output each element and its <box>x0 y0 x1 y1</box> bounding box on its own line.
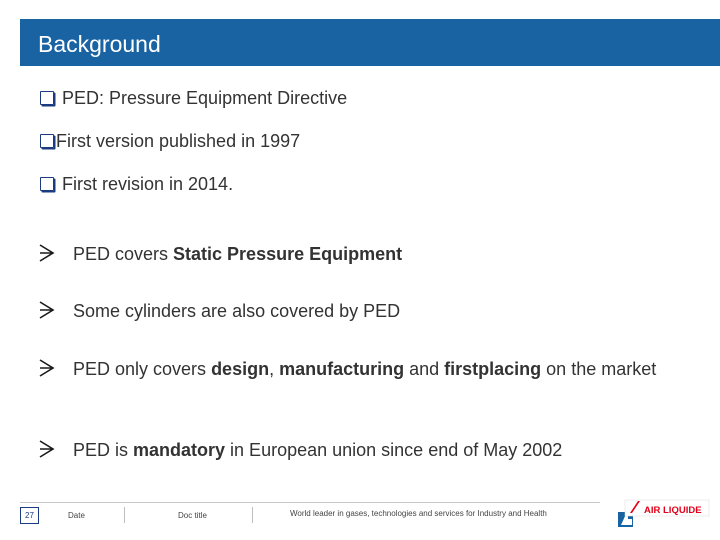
arrow-item <box>38 242 678 266</box>
page-number: 27 <box>20 507 39 524</box>
footer-separator <box>124 507 125 523</box>
footer-doc-title-label: Doc title <box>178 511 207 520</box>
footer-tagline: World leader in gases, technologies and services for Industry and Health <box>290 509 547 518</box>
arrow-bullet-icon <box>38 439 56 459</box>
arrow-item-text: , <box>269 359 280 379</box>
arrow-item-text: PED is <box>73 440 134 460</box>
checkbox-bullet-icon <box>40 134 54 148</box>
arrow-item-bold-text: firstplacing <box>444 359 542 379</box>
arrow-bullet-icon <box>38 300 56 320</box>
arrow-item-bold-text: Static Pressure Equipment <box>173 244 403 264</box>
footer-date-label: Date <box>68 511 85 520</box>
checkbox-item <box>40 174 233 195</box>
arrow-bullet-icon <box>38 243 56 263</box>
checkbox-bullet-icon <box>40 177 54 191</box>
title-bar <box>20 19 720 66</box>
checkbox-item-text: First version published in 1997 <box>56 131 301 151</box>
checkbox-item <box>40 88 347 109</box>
footer-divider <box>20 502 600 503</box>
arrow-item-text: on the market <box>541 359 657 379</box>
arrow-item <box>38 438 678 462</box>
arrow-item-bold-text: manufacturing <box>279 359 405 379</box>
arrow-item-bold-text: design <box>211 359 270 379</box>
checkbox-item <box>40 131 300 152</box>
arrow-item-text: PED covers <box>73 244 174 264</box>
arrow-item-bold-text: mandatory <box>133 440 226 460</box>
arrow-item <box>38 299 678 323</box>
air-liquide-logo <box>618 497 710 531</box>
footer-separator <box>252 507 253 523</box>
arrow-item <box>38 357 678 381</box>
logo-text: AIR LIQUIDE <box>644 505 702 516</box>
slide-title: Background <box>38 31 161 57</box>
checkbox-item-text: PED: Pressure Equipment Directive <box>62 88 348 108</box>
checkbox-item-text: First revision in 2014. <box>62 174 234 194</box>
arrow-item-text: Some cylinders are also covered by PED <box>73 301 401 321</box>
checkbox-bullet-icon <box>40 91 54 105</box>
arrow-item-text: in European union since end of May 2002 <box>225 440 563 460</box>
arrow-bullet-icon <box>38 358 56 378</box>
arrow-item-text: and <box>404 359 445 379</box>
arrow-item-text: PED only covers <box>73 359 212 379</box>
